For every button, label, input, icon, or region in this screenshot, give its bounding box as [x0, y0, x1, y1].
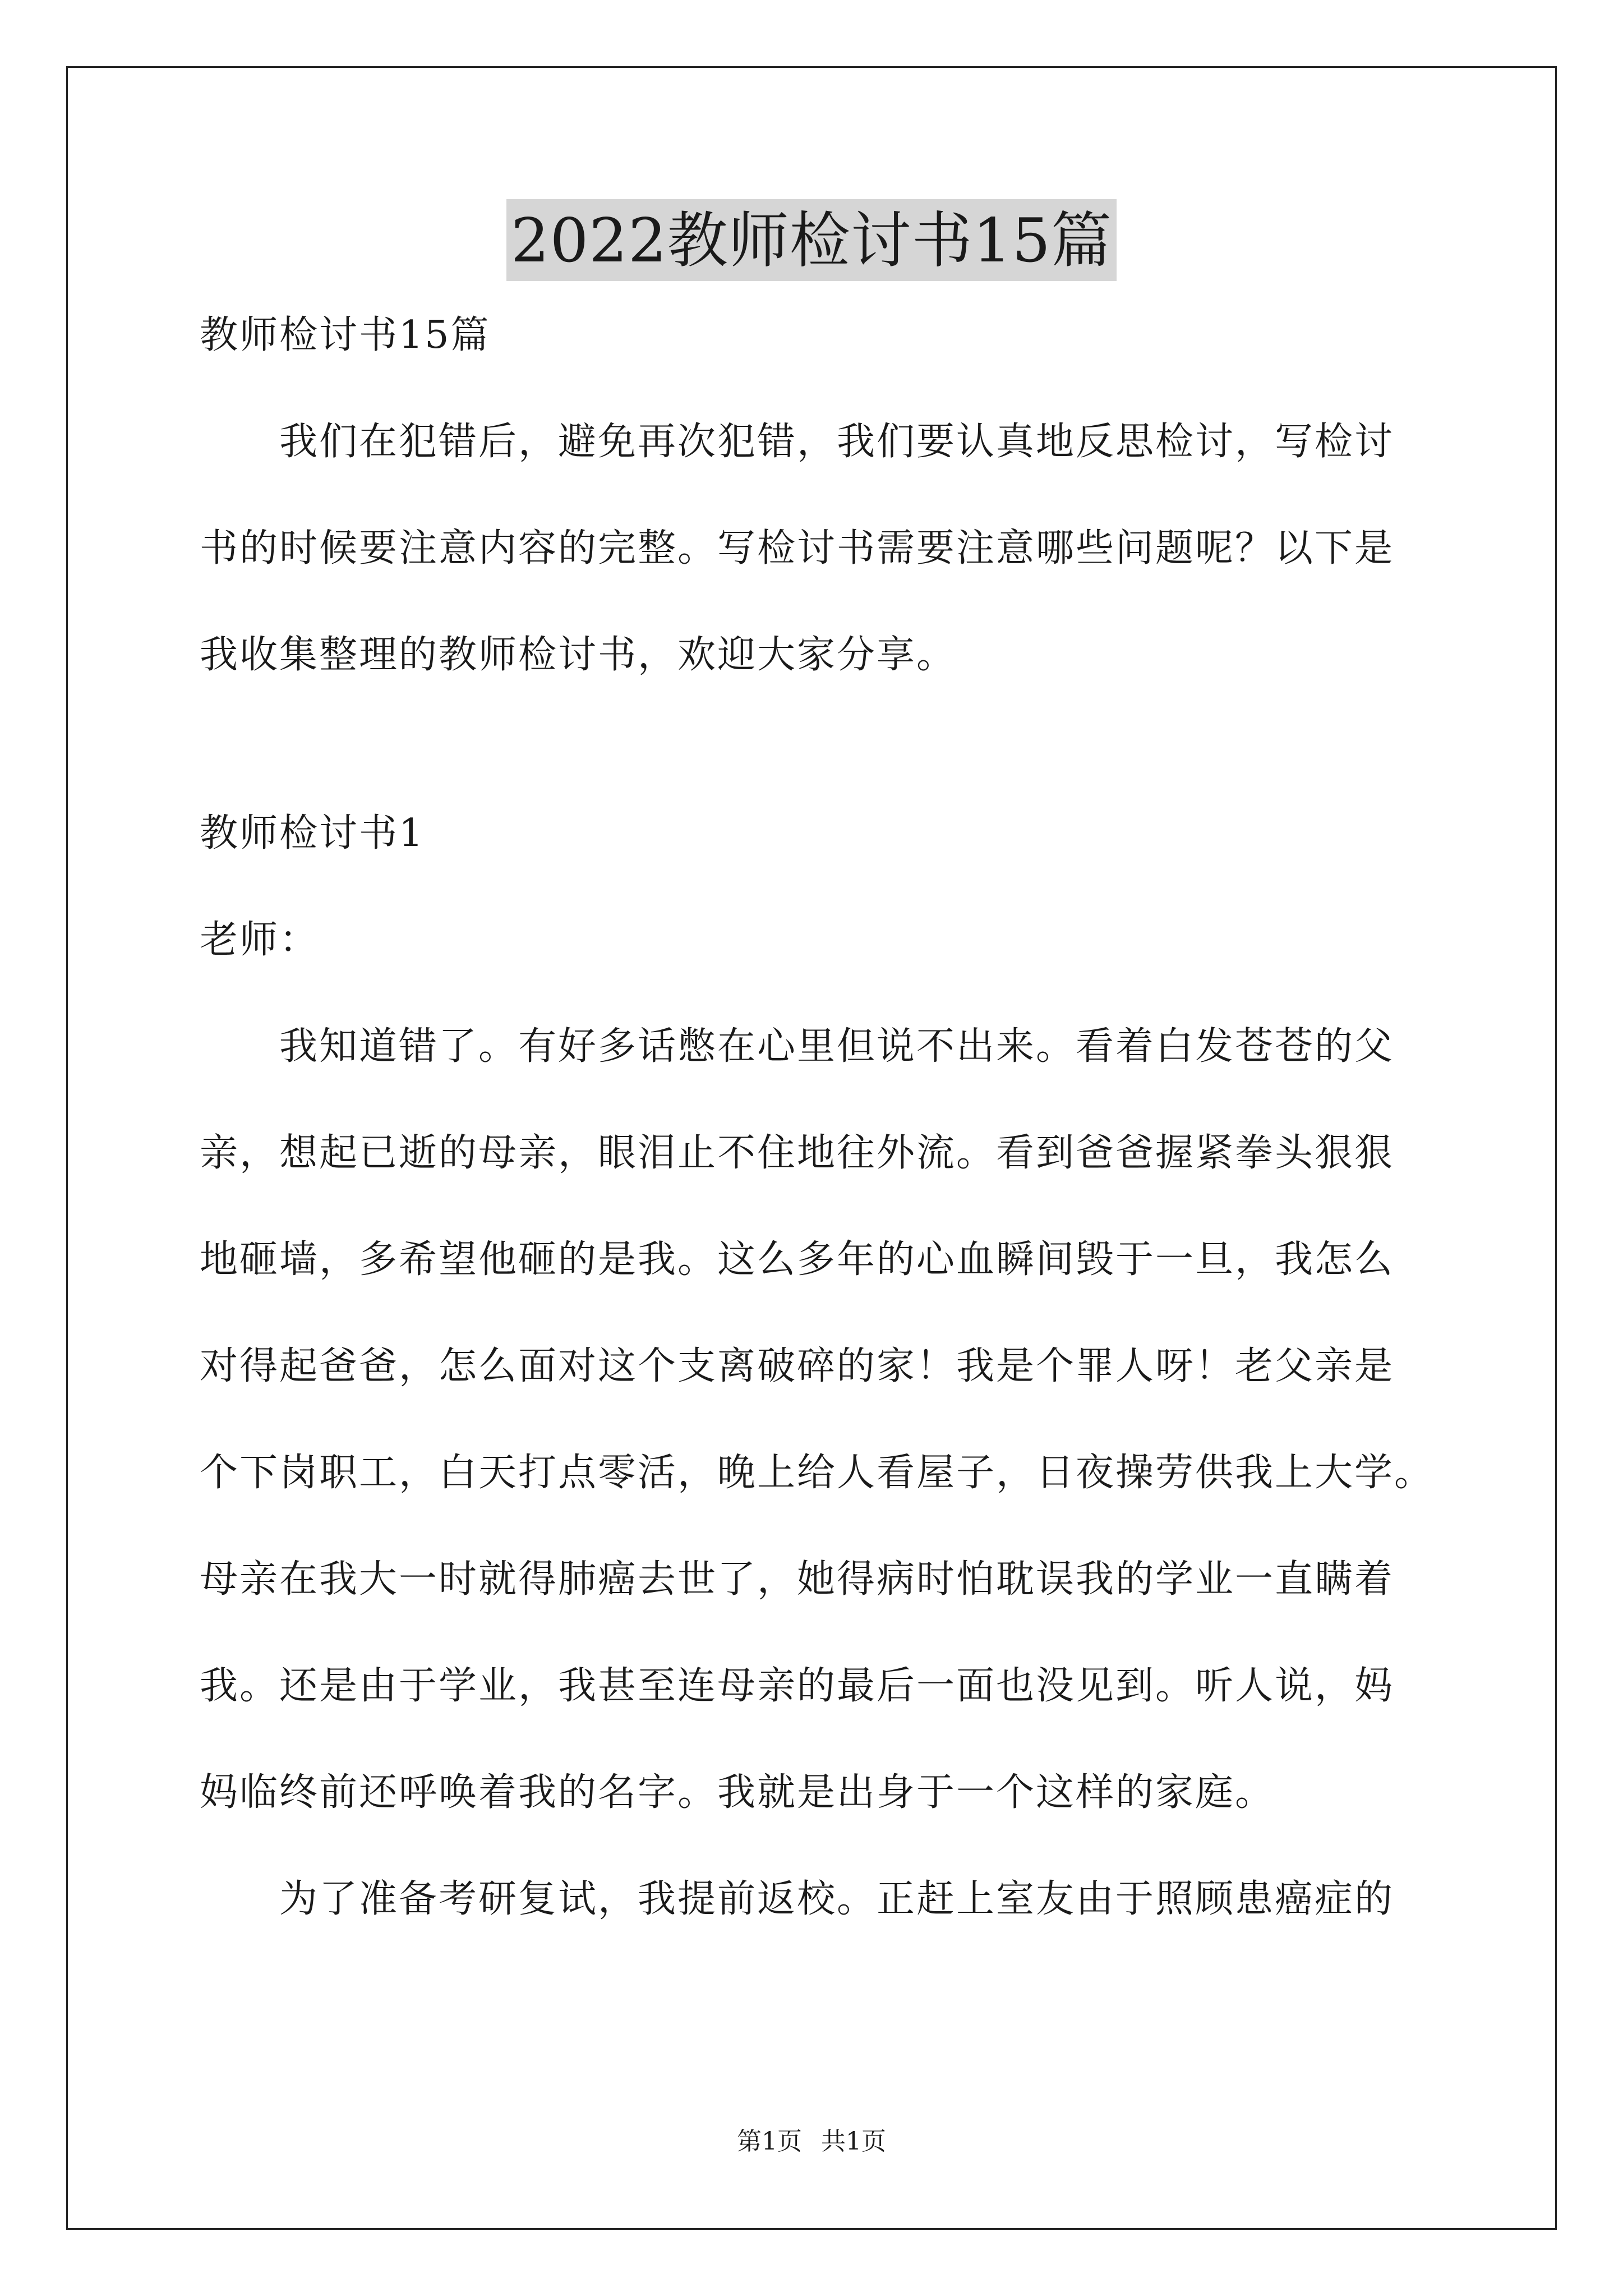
intro-paragraph	[200, 415, 1433, 682]
salutation: 老师：	[200, 918, 320, 962]
paragraph-line: 母亲在我大一时就得肺癌去世了，她得病时怕耽误我的学业一直瞒着	[200, 1557, 1395, 1602]
body-paragraph-1	[200, 1020, 1433, 1820]
paragraph-line: 亲，想起已逝的母亲，眼泪止不住地往外流。看到爸爸握紧拳头狠狠	[200, 1131, 1395, 1175]
section-heading: 教师检讨书1	[200, 811, 425, 855]
paragraph-line: 妈临终前还呼唤着我的名字。我就是出身于一个这样的家庭。	[200, 1770, 1275, 1815]
page-footer	[0, 2125, 1623, 2159]
document-body	[200, 309, 1433, 1926]
page-number-current: 第1页	[737, 2127, 802, 2156]
page-number-total: 共1页	[821, 2127, 886, 2156]
paragraph-line: 地砸墙，多希望他砸的是我。这么多年的心血瞬间毁于一旦，我怎么	[200, 1237, 1395, 1282]
paragraph-line: 个下岗职工，白天打点零活，晚上给人看屋子，日夜操劳供我上大学。	[200, 1451, 1435, 1495]
intro-line: 我收集整理的教师检讨书，欢迎大家分享。	[200, 633, 957, 677]
paragraph-line: 对得起爸爸，怎么面对这个支离破碎的家！我是个罪人呀！老父亲是	[200, 1344, 1395, 1388]
intro-line: 书的时候要注意内容的完整。写检讨书需要注意哪些问题呢？以下是	[200, 526, 1395, 570]
document-subtitle: 教师检讨书15篇	[200, 313, 491, 357]
paragraph-line: 我。还是由于学业，我甚至连母亲的最后一面也没见到。听人说，妈	[200, 1664, 1395, 1708]
document-title: 2022教师检讨书15篇	[506, 199, 1117, 281]
title-area	[0, 199, 1623, 281]
paragraph-line: 我知道错了。有好多话憋在心里但说不出来。看着白发苍苍的父	[279, 1024, 1395, 1069]
body-paragraph-2	[200, 1872, 1433, 1926]
intro-line: 我们在犯错后，避免再次犯错，我们要认真地反思检讨，写检讨	[279, 420, 1395, 464]
paragraph-line: 为了准备考研复试，我提前返校。正赶上室友由于照顾患癌症的	[279, 1877, 1395, 1921]
